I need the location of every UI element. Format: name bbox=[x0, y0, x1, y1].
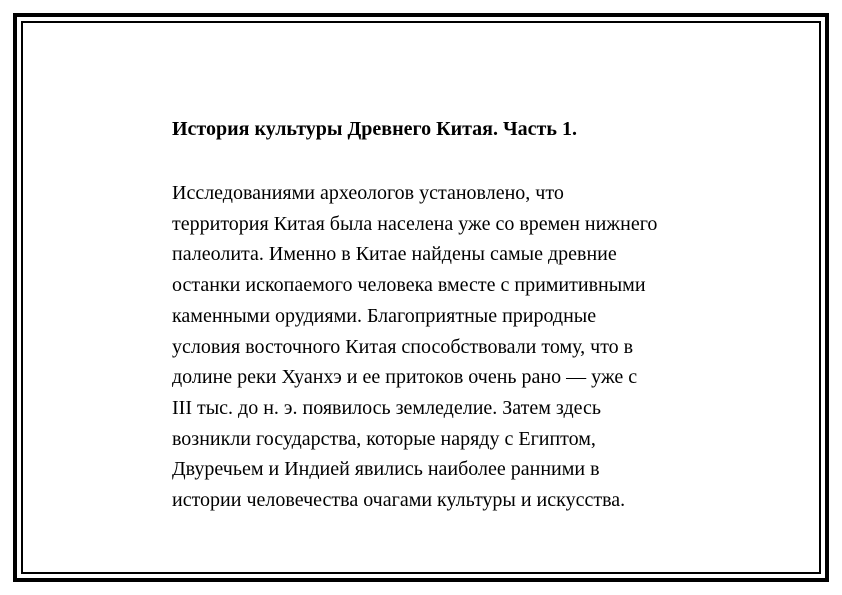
paragraph-line: Исследованиями археологов установлено, что bbox=[172, 182, 564, 204]
paragraph-line: территория Китая была населена уже со времен нижнего bbox=[172, 212, 658, 235]
document-title: История культуры Древнего Китая. Часть 1. bbox=[172, 118, 577, 140]
slide-content bbox=[172, 116, 732, 516]
paragraph-line: условия восточного Китая способствовали тому, что в bbox=[172, 335, 634, 358]
paragraph-line: палеолита. Именно в Китае найдены самые древние bbox=[172, 243, 617, 266]
paragraph-line: Двуречьем и Индией явились наиболее ранними в bbox=[172, 458, 600, 481]
paragraph-line: каменными орудиями. Благоприятные природные bbox=[172, 304, 597, 327]
paragraph-line: возникли государства, которые наряду с Египтом, bbox=[172, 427, 596, 450]
paragraph-line: III тыс. до н. э. появилось земледелие. Затем здесь bbox=[172, 396, 602, 419]
body-paragraph bbox=[172, 178, 732, 516]
paragraph-line: истории человечества очагами культуры и искусства. bbox=[172, 489, 626, 512]
paragraph-line: останки ископаемого человека вместе с примитивными bbox=[172, 274, 646, 297]
paragraph-line: долине реки Хуанхэ и ее притоков очень рано — уже с bbox=[172, 366, 638, 389]
